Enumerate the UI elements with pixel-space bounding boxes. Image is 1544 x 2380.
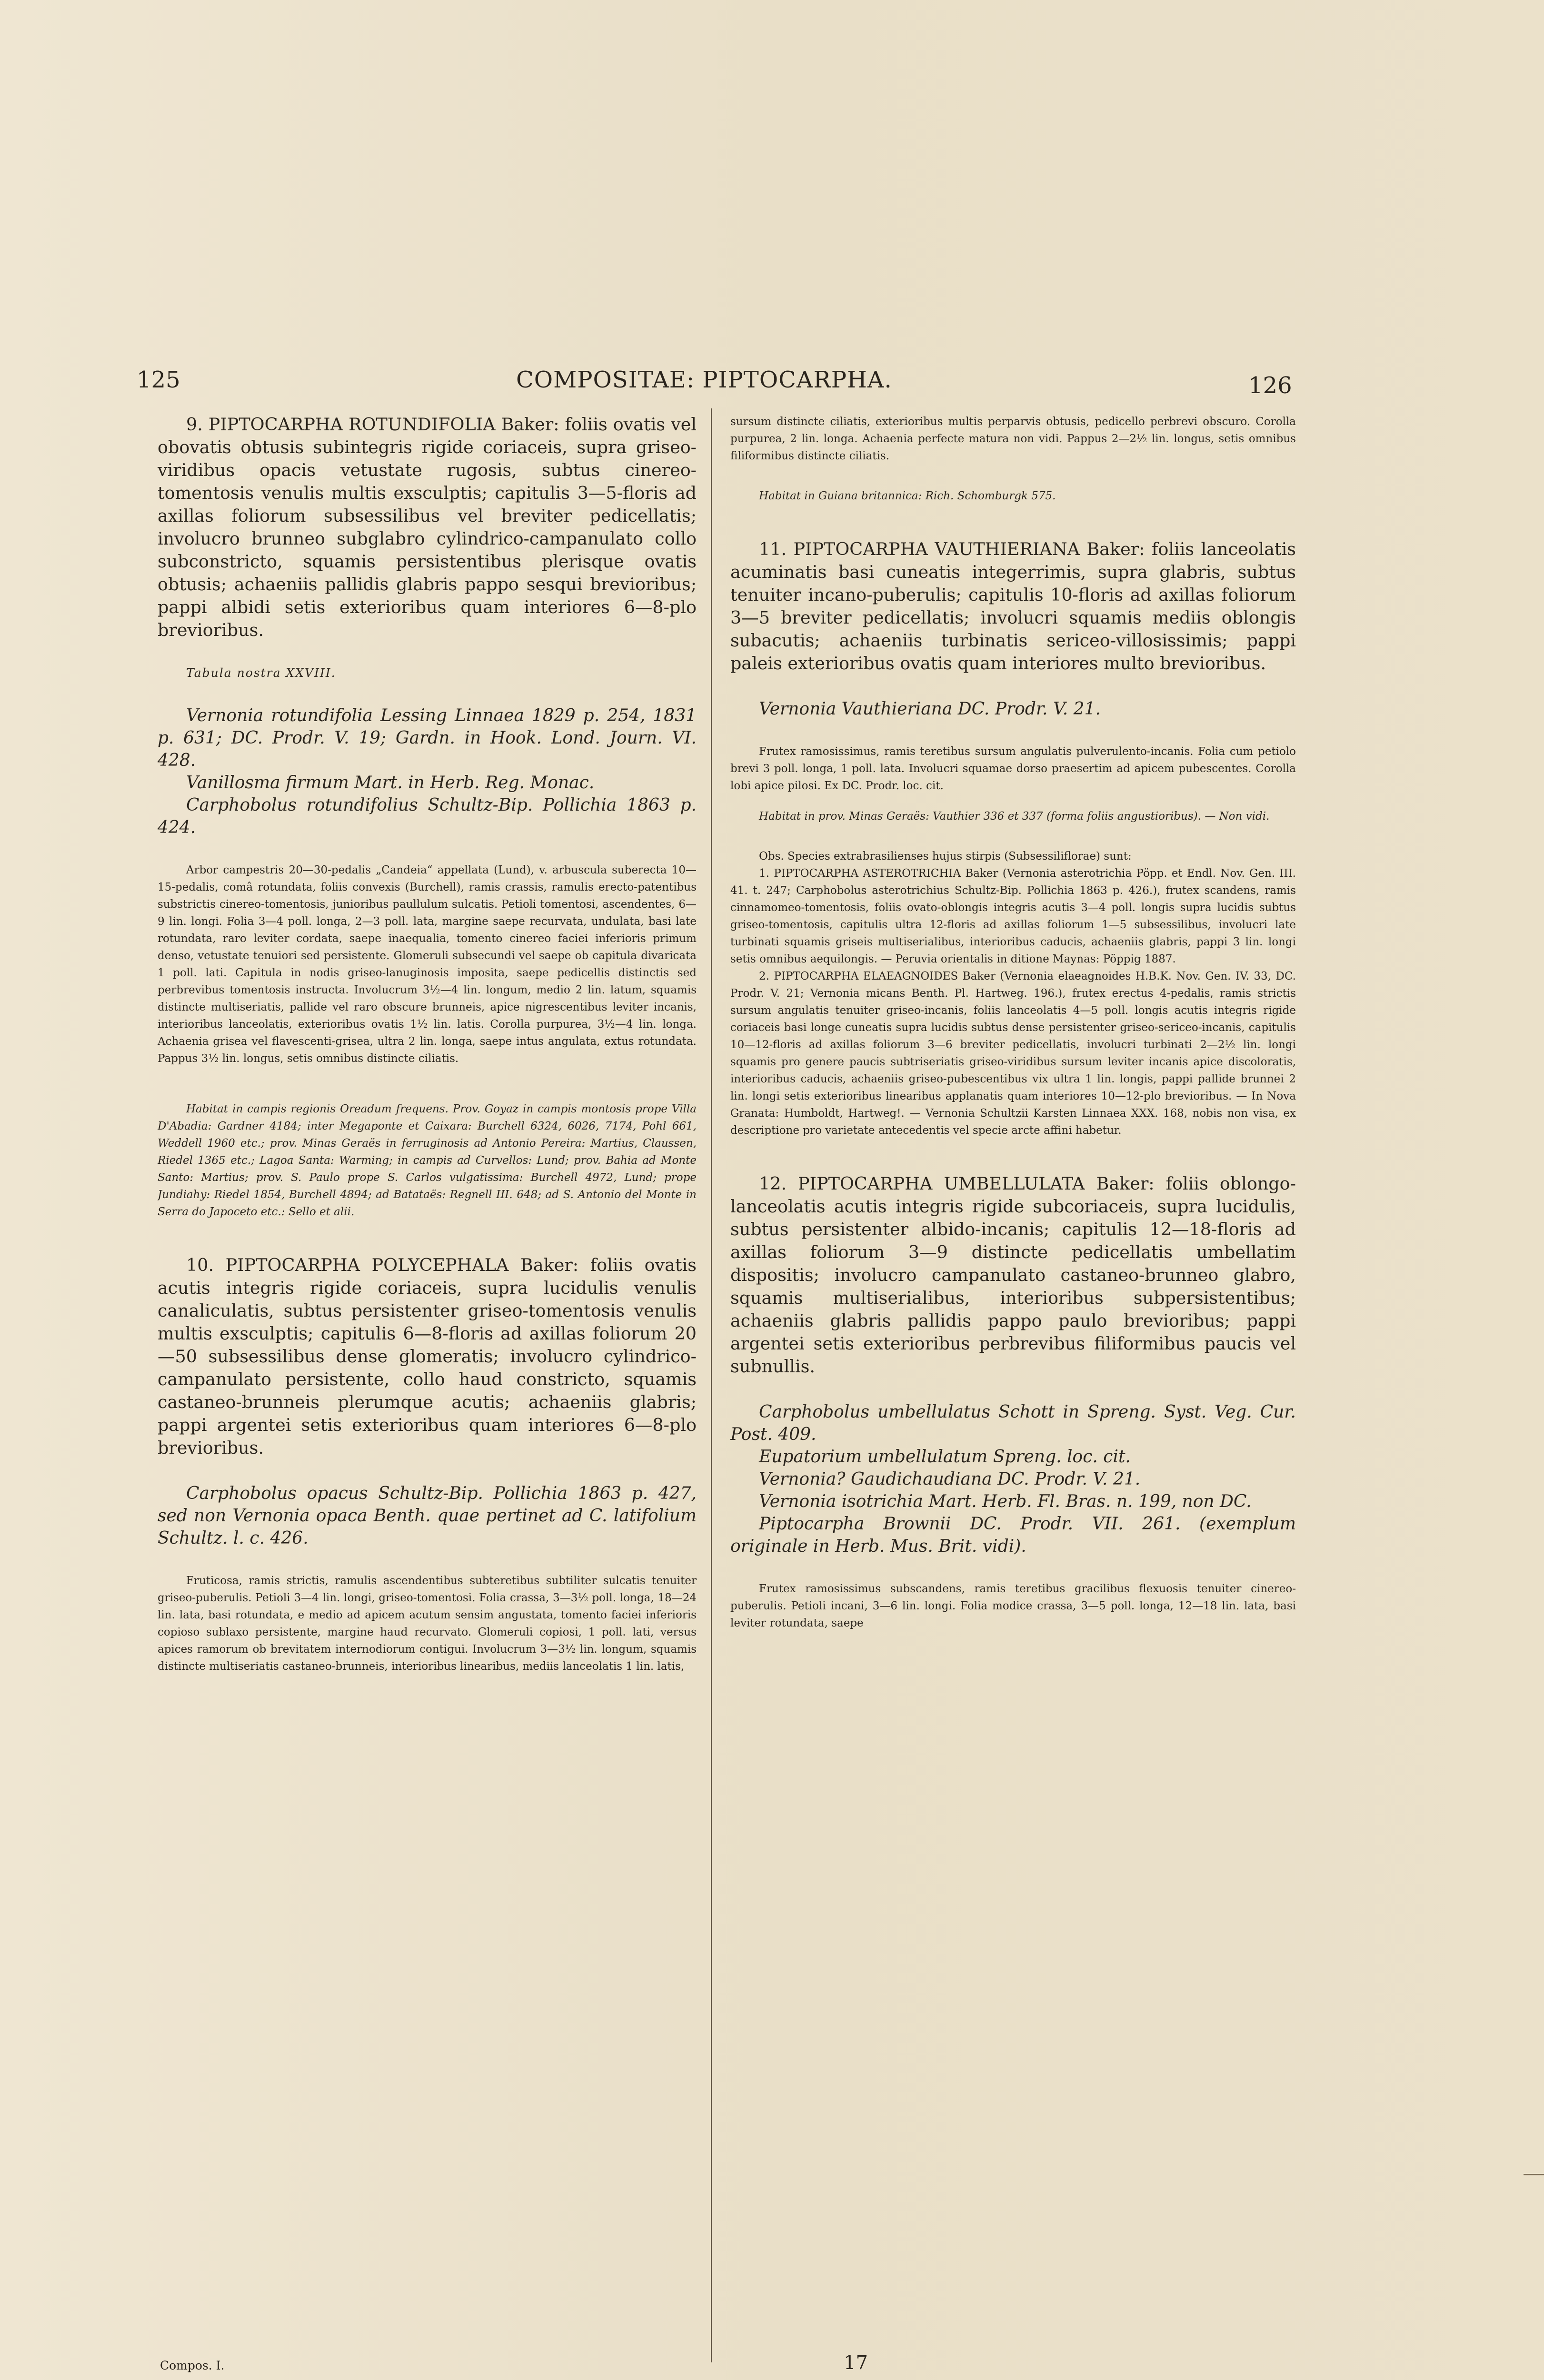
observation-species-2: 2. PIPTOCARPHA ELAEAGNOIDES Baker (Vernonia elaeagnoides H.B.K. Nov. Gen. IV. 33, DC. Prodr. V. 21; Vernonia micans Benth. Pl. Hartweg. 196.), frutex erectus 4-pedalis, ramis strictis sursum angulatis tenuiter griseo-incanis, foliis lanceolatis 4—5 poll. longis acutis integris rigide coriaceis basi longe cuneatis supra lucidis subtus dense persistenter griseo-sericeo-incanis, capitulis 10—12-floris ad axillas foliorum 3—6 breviter pedicellatis, involucri turbinati 2—2½ lin. longi squamis pro genere paucis subtriseriatis griseo-viridibus sursum leviter incanis apice discoloratis, interioribus caducis, achaeniis griseo-pubescentibus vix ultra 1 lin. longis, pappi pallide brunnei 2 lin. longi setis exterioribus linearibus applanatis quam interiores 10—12-plo brevioribus. — In Nova Granata: Humboldt, Hartweg!. — Vernonia Schultzii Karsten Linnaea XXX. 168, nobis non visa, ex descriptione pro varietate antecedentis vel specie arcte affini habetur. <box>730 970 1296 1137</box>
species-10-description-continued: sursum distincte ciliatis, exterioribus multis perparvis obtusis, pedicello perbrevi obscuro. Corolla purpurea, 2 lin. longa. Achaenia perfecte matura non vidi. Pappus 2—2½ lin. longus, setis omnibus filiformibus distincte ciliatis. <box>730 416 1296 462</box>
right-column <box>730 413 1296 2355</box>
species-11-synonym: Vernonia Vauthieriana DC. Prodr. V. 21. <box>759 699 1101 719</box>
species-12-diagnosis: 12. PIPTOCARPHA UMBELLULATA Baker: foliis oblongo-lanceolatis acutis integris rigide subcoriaceis, supra lucidulis, subtus persistenter albido-incanis; capitulis 12—18-floris ad axillas foliorum 3—9 distincte pedicellatis umbellatim dispositis; involucro campanulato castaneo-brunneo glabro, squamis multiserialibus, interioribus subpersistentibus; achaeniis glabris pallidis pappo paulo brevioribus; pappi argentei setis exterioribus perbrevibus filiformibus paucis vel subnullis. <box>730 1173 1296 1377</box>
observation-species-1: 1. PIPTOCARPHA ASTEROTRICHIA Baker (Vernonia asterotrichia Pöpp. et Endl. Nov. Gen. III. 41. t. 247; Carphobolus asterotrichius Schultz-Bip. Pollichia 1863 p. 426.), frutex scandens, ramis cinnamomeo-tomentosis, foliis ovato-oblongis integris acutis 3—4 poll. longis supra lucidis subtus griseo-tomentosis, capitulis ultra 12-floris ad axillas foliorum 1—5 subsessilibus, involucri late turbinati squamis griseis multiserialibus, interioribus caducis, achaeniis glabris, pappi 3 lin. longi setis omnibus aequilongis. — Peruvia orientalis in ditione Maynas: Pöppig 1887. <box>730 867 1296 965</box>
species-12-description: Frutex ramosissimus subscandens, ramis teretibus gracilibus flexuosis tenuiter cinereo-puberulis. Petioli incani, 3—6 lin. longi. Folia modice crassa, 3—5 poll. longa, 12—18 lin. lata, basi leviter rotundata, saepe <box>730 1583 1296 1629</box>
species-10-diagnosis: 10. PIPTOCARPHA POLYCEPHALA Baker: foliis ovatis acutis integris rigide coriaceis, supra lucidulis venulis canaliculatis, subtus persistenter griseo-tomentosis venulis multis exsculptis; capitulis 6—8-floris ad axillas foliorum 20—50 subsessilibus dense glomeratis; involucro cylindrico-campanulato persistente, collo haud constricto, squamis castaneo-brunneis plerumque acutis; achaeniis glabris; pappi argentei setis exterioribus quam interiores 6—8-plo brevioribus. <box>158 1255 697 1458</box>
species-9-plate-reference: Tabula nostra XXVIII. <box>186 666 336 680</box>
observation-intro: Obs. Species extrabrasilienses hujus stirpis (Subsessiliflorae) sunt: <box>759 850 1132 863</box>
left-column <box>158 413 697 2355</box>
species-9-synonym-1: Vernonia rotundifolia Lessing Linnaea 1829 p. 254, 1831 p. 631; DC. Prodr. V. 19; Gardn. in Hook. Lond. Journ. VI. 428. <box>158 706 697 770</box>
species-9-synonym-2: Vanillosma firmum Mart. in Herb. Reg. Monac. <box>186 773 595 793</box>
species-11-description: Frutex ramosissimus, ramis teretibus sursum angulatis pulverulento-incanis. Folia cum petiolo brevi 3 poll. longa, 1 poll. lata. Involucri squamae dorso praesertim ad apicem pubescentes. Corolla lobi apice pilosi. Ex DC. Prodr. loc. cit. <box>730 745 1296 792</box>
species-10-description: Fruticosa, ramis strictis, ramulis ascendentibus subteretibus subtiliter sulcatis tenuiter griseo-puberulis. Petioli 3—4 lin. longi, griseo-tomentosi. Folia crassa, 3—3½ poll. longa, 18—24 lin. lata, basi rotundata, e medio ad apicem acutum sensim angustata, tomento faciei inferioris copioso sublaxo persistente, margine haud recurvato. Glomeruli copiosi, 1 poll. lati, versus apices ramorum ob brevitatem internodiorum contigui. Involucrum 3—3½ lin. longum, squamis distincte multiseriatis castaneo-brunneis, interioribus linearibus, mediis lanceolatis 1 lin. latis, <box>158 1575 697 1673</box>
species-9-description: Arbor campestris 20—30-pedalis „Candeia“ appellata (Lund), v. arbuscula suberecta 10—15-pedalis, comâ rotundata, foliis convexis (Burchell), ramis crassis, ramulis erecto-patentibus substrictis cinereo-tomentosis, junioribus paullulum sulcatis. Petioli tomentosi, ascendentes, 6—9 lin. longi. Folia 3—4 poll. longa, 2—3 poll. lata, margine saepe recurvata, undulata, basi late rotundata, raro leviter cordata, saepe inaequalia, tomento cinereo faciei inferioris primum denso, vetustate tenuiori sed persistente. Glomeruli subsecundi vel saepe ob capitula divaricata 1 poll. lati. Capitula in nodis griseo-lanuginosis imposita, saepe pedicellis distinctis sed perbrevibus tomentosis instructa. Involucrum 3½—4 lin. longum, medio 2 lin. latum, squamis distincte multiseriatis, pallide vel raro obscure brunneis, apice nigrescentibus leviter incanis, interioribus lanceolatis, exterioribus ovatis 1½ lin. latis. Corolla purpurea, 3½—4 lin. longa. Achaenia grisea vel flavescenti-grisea, ultra 2 lin. longa, saepe intus angulata, extus rotundata. Pappus 3½ lin. longus, setis omnibus distincte ciliatis. <box>158 864 697 1065</box>
right-page-number: 126 <box>1248 372 1292 399</box>
species-12-synonym-3: Vernonia? Gaudichaudiana DC. Prodr. V. 21. <box>759 1469 1141 1489</box>
species-12-synonym-1: Carphobolus umbellulatus Schott in Spreng. Syst. Veg. Cur. Post. 409. <box>730 1402 1296 1444</box>
species-11-habitat: Habitat in prov. Minas Geraës: Vauthier 336 et 337 (forma foliis angustioribus). — Non vidi. <box>759 810 1270 823</box>
species-9-diagnosis: 9. PIPTOCARPHA ROTUNDIFOLIA Baker: foliis ovatis vel obovatis obtusis subintegris rigide coriaceis, supra griseo-viridibus opacis vetustate rugosis, subtus cinereo-tomentosis venulis multis exsculptis; capitulis 3—5-floris ad axillas foliorum subsessilibus vel breviter pedicellatis; involucro brunneo subglabro cylindrico-campanulato collo subconstricto, squamis persistentibus plerisque ovatis obtusis; achaeniis pallidis glabris pappo sesqui brevioribus; pappi albidi setis exterioribus quam interiores 6—8-plo brevioribus. <box>158 414 697 640</box>
species-11-diagnosis: 11. PIPTOCARPHA VAUTHIERIANA Baker: foliis lanceolatis acuminatis basi cuneatis integerrimis, supra glabris, subtus tenuiter incano-puberulis; capitulis 10-floris ad axillas foliorum 3—5 breviter pedicellatis; involucri squamis mediis oblongis subacutis; achaeniis turbinatis sericeo-villosissimis; pappi paleis exterioribus ovatis quam interiores multo brevioribus. <box>730 539 1296 674</box>
species-12-synonym-2: Eupatorium umbellulatum Spreng. loc. cit. <box>759 1447 1131 1467</box>
column-divider <box>711 408 712 2362</box>
species-9-synonym-3: Carphobolus rotundifolius Schultz-Bip. Pollichia 1863 p. 424. <box>158 795 697 837</box>
margin-tick <box>1524 2174 1544 2175</box>
species-12-synonym-5: Piptocarpha Brownii DC. Prodr. VII. 261. (exemplum originale in Herb. Mus. Brit. vidi). <box>730 1514 1296 1556</box>
species-10-synonym: Carphobolus opacus Schultz-Bip. Pollichia 1863 p. 427, sed non Vernonia opaca Benth. quae pertinet ad C. latifolium Schultz. l. c. 426. <box>158 1484 697 1548</box>
running-head: COMPOSITAE: PIPTOCARPHA. <box>516 367 892 393</box>
species-9-habitat: Habitat in campis regionis Oreadum frequens. Prov. Goyaz in campis montosis prope Villa D'Abadia: Gardner 4184; inter Megaponte et Caixara: Burchell 6324, 6026, 7174, Pohl 661, Weddell 1960 etc.; prov. Minas Geraës in ferruginosis ad Antonio Pereira: Martius, Claussen, Riedel 1365 etc.; Lagoa Santa: Warming; in campis ad Curvellos: Lund; prov. Bahia ad Monte Santo: Martius; prov. S. Paulo prope S. Carlos vulgatissima: Burchell 4972, Lund; prope Jundiahy: Riedel 1854, Burchell 4894; ad Batataës: Regnell III. 648; ad S. Antonio del Monte in Serra do Japoceto etc.: Sello et alii. <box>158 1103 697 1218</box>
signature-mark: 17 <box>844 2352 868 2374</box>
species-12-synonym-4: Vernonia isotrichia Mart. Herb. Fl. Bras. n. 199, non DC. <box>759 1492 1252 1511</box>
series-mark: Compos. I. <box>160 2359 225 2372</box>
species-10-habitat: Habitat in Guiana britannica: Rich. Schomburgk 575. <box>759 490 1056 502</box>
left-page-number: 125 <box>137 367 180 393</box>
